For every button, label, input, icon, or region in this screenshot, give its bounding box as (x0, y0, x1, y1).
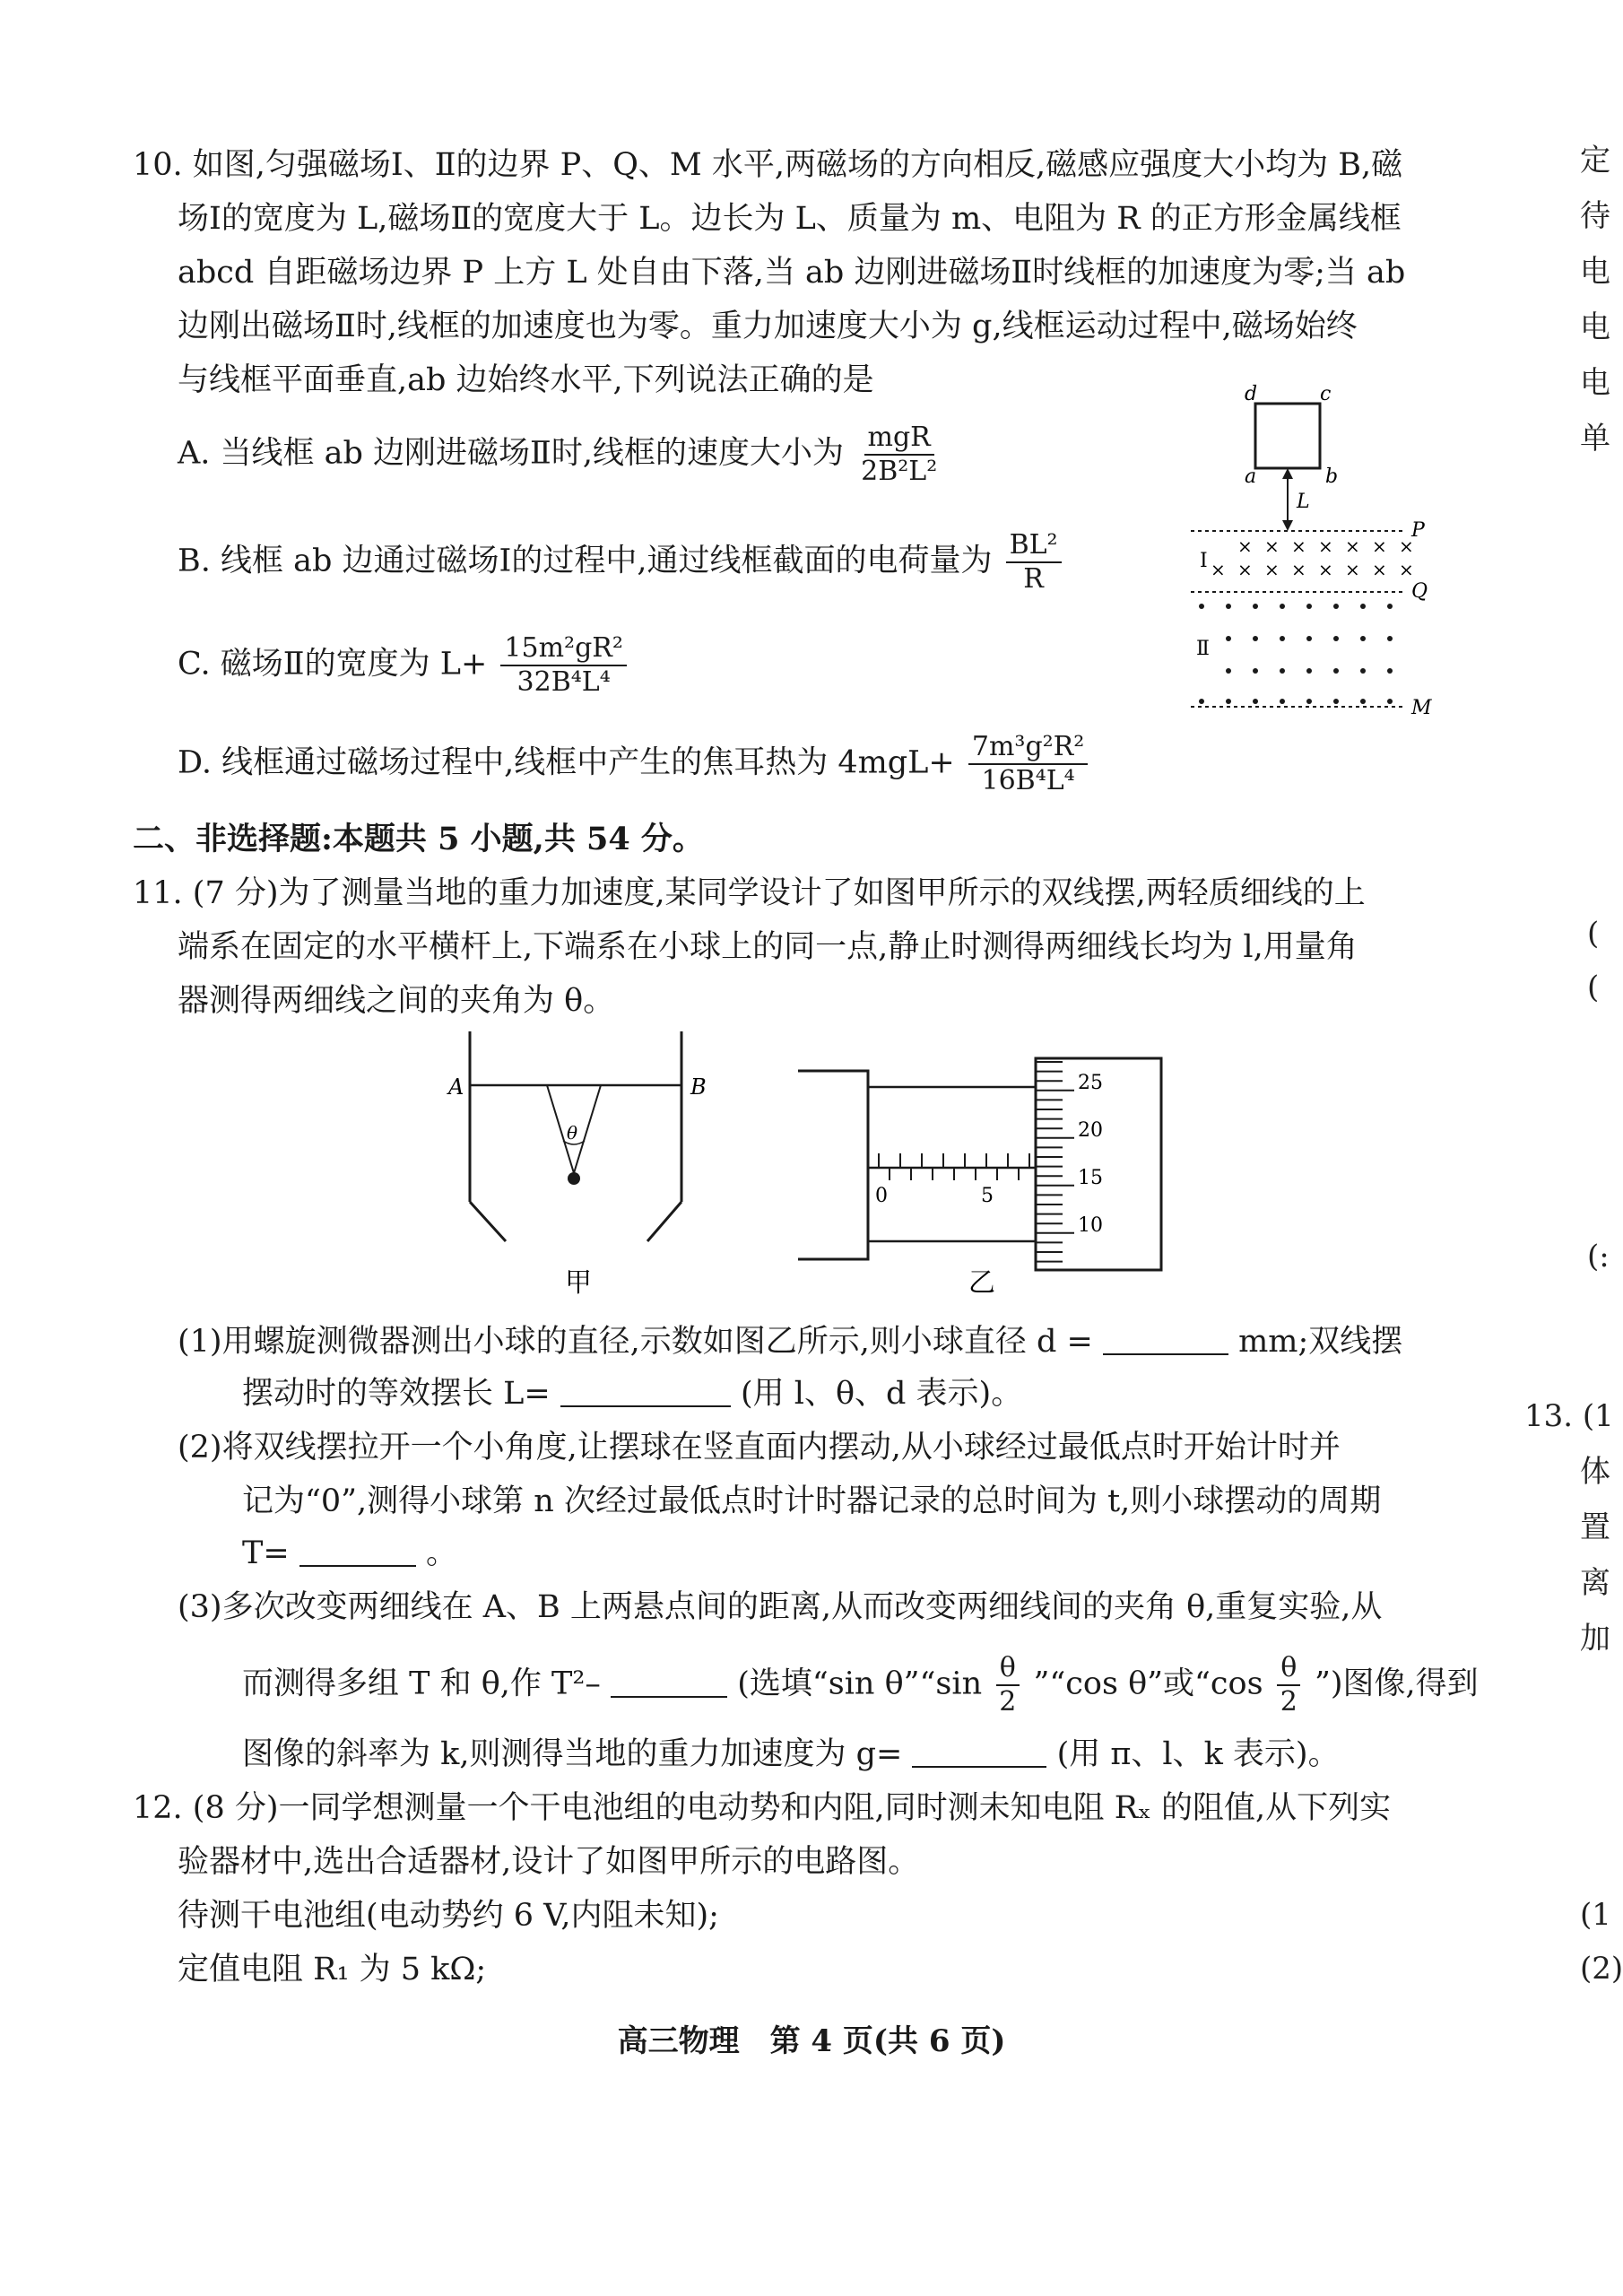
edge-char: 离 (1580, 1565, 1610, 1601)
field-cross-mark: × (1291, 535, 1306, 557)
label-a: a (1245, 465, 1257, 488)
label-A: A (448, 1074, 464, 1100)
edge-char: 体 (1580, 1454, 1610, 1490)
field-dot-mark (1253, 604, 1258, 609)
label-L: L (1297, 491, 1310, 513)
edge-char: 加 (1580, 1621, 1610, 1657)
option-d-fraction: $\frac{\text{7m³g²R²}}{\text{16B⁴L⁴}}$ (968, 731, 1088, 797)
arrow-head-up (1282, 468, 1293, 479)
field-dot-mark (1360, 604, 1366, 609)
q10-option-a: A. 当线框 ab 边刚进磁场Ⅱ时,线框的速度大小为 $\frac{\text{mgR}}{\text{2B²L²}}$ (178, 422, 944, 488)
label-region-II: Ⅱ (1196, 638, 1210, 660)
q11-part3-line1: (3)多次改变两细线在 A、B 上两悬点间的距离,从而改变两细线间的夹角 θ,重复实验,从 (178, 1589, 1383, 1625)
field-dot-mark (1306, 604, 1312, 609)
label-P: P (1411, 519, 1425, 542)
figure-yi-micrometer (789, 1049, 1175, 1309)
thimble-label-20: 20 (1078, 1119, 1103, 1142)
field-cross-mark: × (1237, 535, 1253, 557)
field-cross-mark: × (1318, 535, 1333, 557)
edge-char: 定 (1580, 143, 1610, 178)
q10-line-5: 与线框平面垂直,ab 边始终水平,下列说法正确的是 (178, 362, 874, 398)
field-cross-mark: × (1264, 559, 1280, 580)
answer-blank-d[interactable] (1103, 1323, 1228, 1355)
thimble-label-25: 25 (1078, 1072, 1103, 1094)
q11-part2-line2: 记为“0”,测得小球第 n 次经过最低点时计时器记录的总时间为 t,则小球摆动的周期 (242, 1483, 1382, 1519)
field-dot-mark (1199, 699, 1204, 704)
thimble-scale-ticks (1036, 1062, 1074, 1262)
fraction-theta-over-2-b: $\frac{\theta}{2}$ (1277, 1652, 1301, 1718)
field-cross-mark: × (1318, 559, 1333, 580)
label-B: B (690, 1074, 707, 1100)
field-dot-mark (1253, 636, 1258, 641)
label-c: c (1320, 383, 1332, 405)
right-edge-bottom-1: (1 (1580, 1897, 1611, 1933)
q11-part3-line2: 而测得多组 T 和 θ,作 T²– (选填“sin θ”“sin $\frac{\theta}{2}$ ”“cos θ”或“cos $\frac{\theta}{2}$ ”)图像,得到 (242, 1652, 1479, 1718)
pendulum-ball (568, 1172, 580, 1185)
edge-char: 电 (1580, 254, 1610, 290)
field-cross-mark: × (1399, 535, 1414, 557)
field-cross-mark: × (1372, 559, 1387, 580)
thimble-label-15: 15 (1078, 1167, 1103, 1189)
field-dot-mark (1226, 604, 1231, 609)
left-post-base (470, 1202, 506, 1241)
q11-part2-line1: (2)将双线摆拉开一个小角度,让摆球在竖直面内摆动,从小球经过最低点时开始计时并 (178, 1430, 1341, 1465)
thimble-label-10: 10 (1078, 1214, 1103, 1237)
q10-magnetic-field-figure (1175, 377, 1444, 735)
q10-line-3: abcd 自距磁场边界 P 上方 L 处自由下落,当 ab 边刚进磁场Ⅱ时线框的加速度为零;当 ab (178, 255, 1406, 291)
right-edge-paren-1: ( (1587, 916, 1600, 952)
string-right (574, 1085, 601, 1173)
field-dot-mark (1333, 604, 1339, 609)
field-II-dots (1199, 604, 1393, 704)
label-theta: θ (567, 1122, 578, 1144)
field-dot-mark (1226, 636, 1231, 641)
answer-blank-T[interactable] (299, 1535, 416, 1567)
edge-char: 电 (1580, 309, 1610, 345)
q12-line-2: 验器材中,选出合适器材,设计了如图甲所示的电路图。 (178, 1844, 920, 1880)
answer-blank-graph-axis[interactable] (611, 1665, 727, 1698)
edge-char: 单 (1580, 421, 1610, 457)
option-a-fraction: $\frac{\text{mgR}}{\text{2B²L²}}$ (861, 422, 938, 487)
page-footer: 高三物理 第 4 页(共 6 页) (617, 2023, 1006, 2059)
option-b-fraction: $\frac{\text{BL²}}{R}$ (1006, 529, 1062, 596)
micrometer-frame (798, 1071, 868, 1259)
label-region-I: Ⅰ (1200, 550, 1208, 572)
field-dot-mark (1333, 636, 1339, 641)
label-Q: Q (1411, 580, 1428, 603)
field-dot-mark (1280, 636, 1285, 641)
field-dot-mark (1333, 668, 1339, 674)
field-dot-mark (1280, 604, 1285, 609)
caption-yi: 乙 (968, 1267, 995, 1299)
field-dot-mark (1226, 668, 1231, 674)
q10-line-1: 10. 如图,匀强磁场Ⅰ、Ⅱ的边界 P、Q、M 水平,两磁场的方向相反,磁感应强度大小均为 B,磁 (133, 147, 1403, 183)
edge-char: 置 (1580, 1509, 1610, 1545)
answer-blank-L[interactable] (560, 1375, 731, 1407)
field-dot-mark (1360, 636, 1366, 641)
field-dot-mark (1199, 604, 1204, 609)
field-cross-mark: × (1291, 559, 1306, 580)
right-edge-paren-2: ( (1587, 970, 1600, 1005)
field-cross-mark: × (1372, 535, 1387, 557)
wire-loop-square (1255, 404, 1320, 468)
label-b: b (1325, 465, 1339, 488)
field-cross-mark: × (1345, 535, 1360, 557)
q11-part1-line1: (1)用螺旋测微器测出小球的直径,示数如图乙所示,则小球直径 d = mm;双线摆 (178, 1324, 1403, 1360)
q10-line-4: 边刚出磁场Ⅱ时,线框的加速度也为零。重力加速度大小为 g,线框运动过程中,磁场始终 (178, 309, 1358, 344)
q11-part2-line3: T= 。 (242, 1535, 457, 1571)
field-dot-mark (1387, 668, 1393, 674)
q10-option-d: D. 线框通过磁场过程中,线框中产生的焦耳热为 4mgL+ $\frac{\text{7m³g²R²}}{\text{16B⁴L⁴}}$ (178, 731, 1091, 797)
q11-part1-line2: 摆动时的等效摆长 L= (用 l、θ、d 表示)。 (242, 1376, 1023, 1412)
fraction-theta-over-2-a: $\frac{\theta}{2}$ (995, 1652, 1020, 1718)
main-scale-label-0: 0 (875, 1185, 888, 1207)
answer-blank-g[interactable] (912, 1735, 1046, 1768)
edge-char: 待 (1580, 198, 1610, 234)
right-edge-q13-column (1580, 1444, 1616, 1666)
field-cross-mark: × (1264, 535, 1280, 557)
q11-line-2: 端系在固定的水平横杆上,下端系在小球上的同一点,静止时测得两细线长均为 l,用量角 (178, 929, 1358, 965)
field-dot-mark (1280, 668, 1285, 674)
q11-part3-line3: 图像的斜率为 k,则测得当地的重力加速度为 g= (用 π、l、k 表示)。 (242, 1736, 1340, 1772)
field-dot-mark (1360, 699, 1366, 704)
field-dot-mark (1226, 699, 1231, 704)
right-edge-q13: 13. (1 (1524, 1398, 1614, 1434)
caption-jia: 甲 (565, 1267, 592, 1299)
q12-line-1: 12. (8 分)一同学想测量一个干电池组的电动势和内阻,同时测未知电阻 Rₓ 的阻值,从下列实 (133, 1790, 1392, 1826)
arrow-head-down (1282, 520, 1293, 531)
option-c-fraction: $\frac{\text{15m²gR²}}{\text{32B⁴L⁴}}$ (500, 632, 626, 699)
right-post-base (647, 1202, 681, 1241)
field-cross-mark: × (1399, 559, 1414, 580)
field-dot-mark (1253, 699, 1258, 704)
edge-char: 电 (1580, 365, 1610, 401)
figure-jia-bifilar-pendulum (439, 1022, 708, 1300)
q10-option-c: C. 磁场Ⅱ的宽度为 L+ $\frac{\text{15m²gR²}}{\text{32B⁴L⁴}}$ (178, 632, 630, 699)
field-dot-mark (1280, 699, 1285, 704)
field-dot-mark (1387, 636, 1393, 641)
q12-line-3: 待测干电池组(电动势约 6 V,内阻未知); (178, 1898, 719, 1934)
field-dot-mark (1306, 668, 1312, 674)
field-dot-mark (1306, 636, 1312, 641)
field-cross-mark: × (1237, 559, 1253, 580)
field-dot-mark (1253, 668, 1258, 674)
right-edge-top-column (1580, 133, 1616, 466)
q10-line-2: 场Ⅰ的宽度为 L,磁场Ⅱ的宽度大于 L。边长为 L、质量为 m、电阻为 R 的正方形金属线框 (178, 201, 1402, 237)
field-dot-mark (1387, 699, 1393, 704)
q12-line-4: 定值电阻 R₁ 为 5 kΩ; (178, 1952, 487, 1987)
q11-line-1: 11. (7 分)为了测量当地的重力加速度,某同学设计了如图甲所示的双线摆,两轻质细线的上 (133, 875, 1366, 911)
field-cross-mark: × (1211, 559, 1226, 580)
field-dot-mark (1387, 604, 1393, 609)
field-cross-mark: × (1345, 559, 1360, 580)
field-I-crosses (1211, 535, 1414, 580)
q11-line-3: 器测得两细线之间的夹角为 θ。 (178, 983, 615, 1019)
q10-option-b: B. 线框 ab 边通过磁场Ⅰ的过程中,通过线框截面的电荷量为 $\frac{\text{BL²}}{R}$ (178, 529, 1065, 596)
label-M: M (1411, 697, 1432, 719)
main-scale-label-5: 5 (981, 1185, 994, 1207)
right-edge-paren-3: (: (1587, 1239, 1610, 1274)
section-heading: 二、非选择题:本题共 5 小题,共 54 分。 (133, 821, 704, 857)
field-dot-mark (1360, 668, 1366, 674)
right-edge-bottom-2: (2) (1580, 1951, 1623, 1987)
field-dot-mark (1306, 699, 1312, 704)
field-dot-mark (1333, 699, 1339, 704)
label-d: d (1245, 383, 1258, 405)
